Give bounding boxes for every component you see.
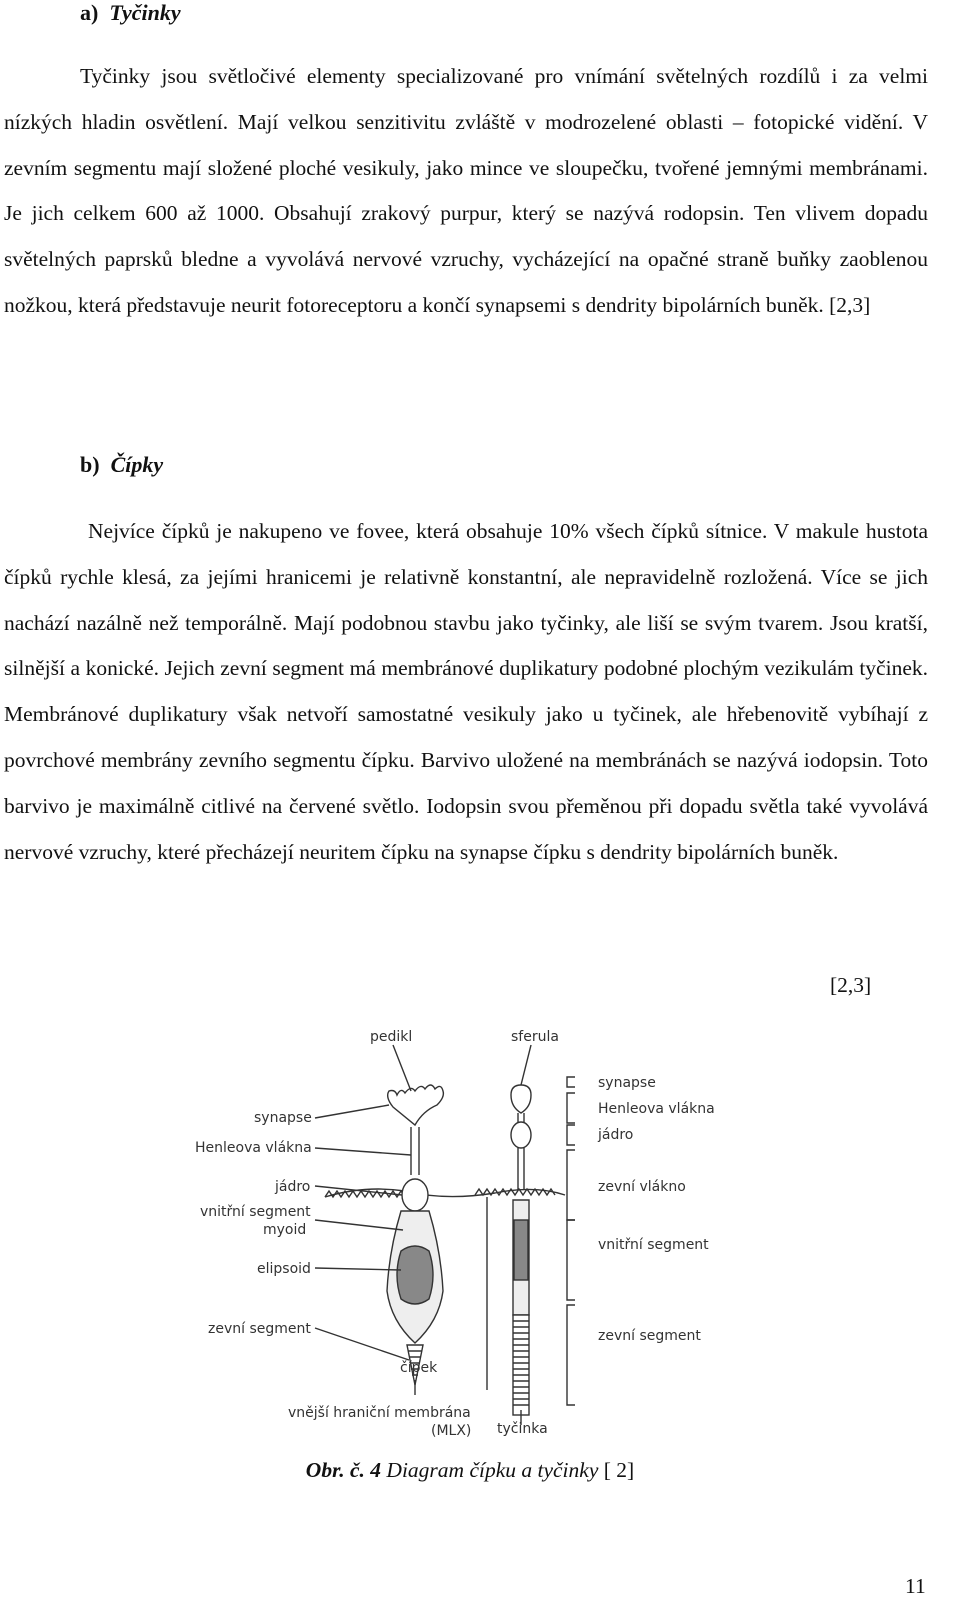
label-zevni-vlakno: zevní vlákno xyxy=(598,1179,686,1195)
cone-pedicle xyxy=(388,1085,444,1125)
section-b-heading xyxy=(80,452,163,478)
bracket-henle xyxy=(567,1093,575,1123)
label-zevni-right: zevní segment xyxy=(598,1328,701,1344)
leader-zevni-left xyxy=(315,1328,409,1360)
leader-elipsoid xyxy=(315,1268,401,1270)
label-jadro-left: jádro xyxy=(275,1179,311,1195)
section-b-paragraph: Nejvíce čípků je nakupeno ve fovee, která obsahuje 10% všech čípků sítnice. V makule hustota čípků rychle klesá, za jejími hranicemi je relativně konstantní, ale nepravidelně rozložená. Více se jich nachází nazálně než temporálně. Mají podobnou stavbu jako tyčinky, ale liší se svým tvarem. Jsou kratší, silnější a konické. Jejich zevní segment má membránové duplikatury podobné plochým vezikulám tyčinek. Membránové duplikatury však netvoří samostatné vesikuly jako u tyčinek, ale hřebenovitě vybíhají z povrchové membrány zevního segmentu čípku. Barvivo uložené na membránách se nazývá iodopsin. Toto barvivo je maximálně citlivé na červené světlo. Iodopsin svou přeměnou při dopadu světla také vyvolává nervové vzruchy, které přecházejí neuritem čípku na synapse čípku s dendrity bipolárních buněk. xyxy=(4,519,928,864)
caption-ref: [ 2] xyxy=(603,1458,635,1482)
rod-outer-segment xyxy=(513,1315,529,1415)
label-sferula: sferula xyxy=(511,1029,559,1045)
section-b-reference: [2,3] xyxy=(830,973,872,997)
cone-ellipsoid xyxy=(397,1246,433,1304)
label-henle-right: Henleova vlákna xyxy=(598,1101,715,1117)
figure-caption xyxy=(0,1458,940,1483)
section-a-paragraph: Tyčinky jsou světločivé elementy specializované pro vnímání světelných rozdílů i za velmi nízkých hladin osvětlení. Mají velkou senzitivitu zvláště v modrozelené oblasti – fotopické vidění. V zevním segmentu mají složené ploché vesikuly, jako mince ve sloupečku, tvořené jemnými membránami. Je jich celkem 600 až 1000. Obsahují zrakový purpur, který se nazývá rodopsin. Ten vlivem dopadu světelných paprsků bledne a vyvolává nervové vzruchy, vycházející na opačné straně buňky zaoblenou nožkou, která představuje neurit fotoreceptoru a končí synapsemi s dendrity bipolárních buněk. [2,3] xyxy=(4,64,928,317)
label-zevni-left: zevní segment xyxy=(208,1321,311,1337)
label-elipsoid: elipsoid xyxy=(257,1261,311,1277)
section-a-title: Tyčinky xyxy=(109,0,181,25)
label-myoid: myoid xyxy=(263,1222,307,1238)
section-a-heading xyxy=(80,0,181,26)
label-mlx-line1: vnější hraniční membrána xyxy=(288,1405,471,1421)
bracket-synapse xyxy=(567,1077,575,1087)
cone-rod-diagram xyxy=(175,1015,735,1445)
leader-vnitrni-left xyxy=(315,1220,403,1230)
rod-nucleus xyxy=(511,1122,531,1148)
label-pedikl: pedikl xyxy=(370,1029,413,1045)
label-henle-left: Henleova vlákna xyxy=(195,1140,312,1156)
page-number: 11 xyxy=(905,1574,926,1598)
section-a-marker: a) xyxy=(80,0,99,25)
leader-henle-left xyxy=(315,1148,411,1155)
bracket-vnitrni-right xyxy=(567,1220,575,1300)
label-jadro-right: jádro xyxy=(598,1127,634,1143)
label-tycinka: tyčinka xyxy=(497,1421,548,1437)
label-synapse-left: synapse xyxy=(254,1110,312,1126)
leader-pedikl xyxy=(393,1045,411,1091)
section-b-title: Čípky xyxy=(110,452,164,477)
label-cipek: čípek xyxy=(400,1360,438,1376)
caption-text: Diagram čípku a tyčinky xyxy=(386,1458,599,1482)
caption-prefix: Obr. č. 4 xyxy=(305,1458,382,1482)
leader-synapse-left xyxy=(315,1105,389,1118)
bracket-jadro xyxy=(567,1125,575,1145)
bracket-zevni-vlakno xyxy=(567,1150,575,1220)
label-vnitrni-left: vnitřní segment xyxy=(200,1204,311,1220)
rod-ellipsoid xyxy=(514,1220,528,1280)
bracket-zevni-right xyxy=(567,1305,575,1405)
section-b-marker: b) xyxy=(80,452,100,477)
label-vnitrni-right: vnitřní segment xyxy=(598,1237,709,1253)
rod-spherule xyxy=(511,1085,531,1113)
label-synapse-right: synapse xyxy=(598,1075,656,1091)
leader-sferula xyxy=(521,1045,531,1085)
label-mlx-line2: (MLX) xyxy=(431,1423,472,1439)
cone-nucleus xyxy=(402,1179,428,1211)
rod-outer-stripes xyxy=(513,1321,529,1405)
cone-fiber xyxy=(411,1127,419,1175)
